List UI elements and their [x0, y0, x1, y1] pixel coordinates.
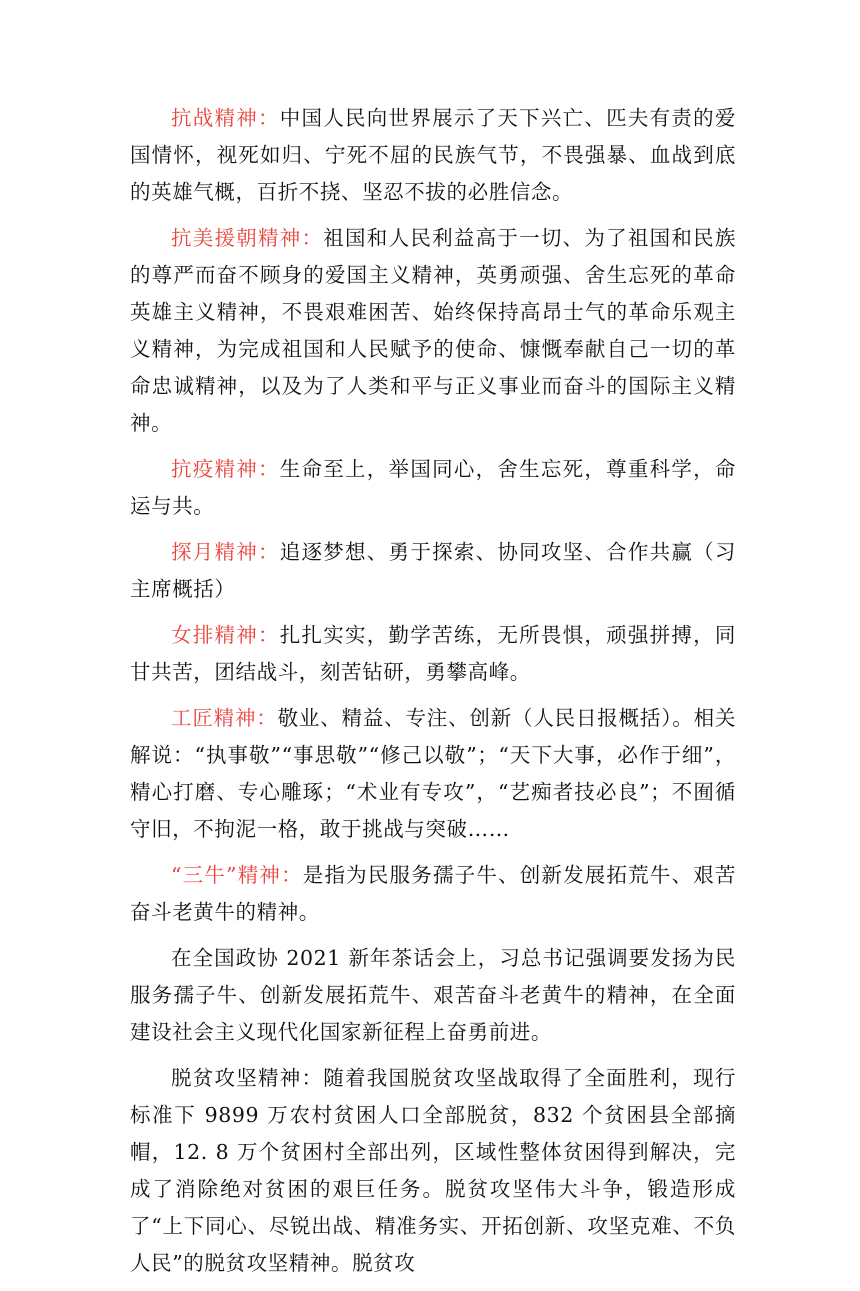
document-body [130, 100, 736, 1291]
paragraph-text: 生命至上，举国同心，舍生忘死，尊重科学，命运与共。 [130, 457, 736, 518]
paragraph-nvpai [130, 617, 736, 691]
paragraph-label: 抗疫精神： [171, 457, 280, 481]
paragraph-kangzhan [130, 100, 736, 211]
paragraph-tanyue [130, 534, 736, 608]
paragraph-kangyi [130, 451, 736, 525]
paragraph-text: 扎扎实实，勤学苦练，无所畏惧，顽强拼搏，同甘共苦，团结战斗，刻苦钻研，勇攀高峰。 [130, 623, 736, 684]
paragraph-label: 工匠精神： [171, 706, 278, 730]
paragraph-text: 追逐梦想、勇于探索、协同攻坚、合作共赢（习主席概括） [130, 540, 736, 601]
paragraph-chahuahui [130, 940, 736, 1051]
paragraph-tuopin [130, 1060, 736, 1282]
paragraph-text: 在全国政协 2021 新年茶话会上，习总书记强调要发扬为民服务孺子牛、创新发展拓荒牛、艰苦奋斗老黄牛的精神，在全面建设社会主义现代化国家新征程上奋勇前进。 [130, 946, 736, 1044]
paragraph-label: 女排精神： [171, 623, 280, 647]
paragraph-kangmeiyuanchao [130, 220, 736, 442]
paragraph-text: 敬业、精益、专注、创新（人民日报概括）。相关解说：“执事敬”“事思敬”“修己以敬”；“天下大事，必作于细”，精心打磨、专心雕琢；“术业有专攻”，“艺痴者技必良”；不囿循守旧，不拘泥一格，敢于挑战与突破…… [130, 706, 737, 841]
paragraph-text: 是指为民服务孺子牛、创新发展拓荒牛、艰苦奋斗老黄牛的精神。 [130, 863, 736, 924]
paragraph-label: 探月精神： [171, 540, 280, 564]
paragraph-text: 中国人民向世界展示了天下兴亡、匹夫有责的爱国情怀，视死如归、宁死不屈的民族气节，不畏强暴、血战到底的英雄气概，百折不挠、坚忍不拔的必胜信念。 [130, 106, 736, 204]
paragraph-sanniu [130, 857, 736, 931]
paragraph-text: 祖国和人民利益高于一切、为了祖国和民族的尊严而奋不顾身的爱国主义精神，英勇顽强、舍生忘死的革命英雄主义精神，不畏艰难困苦、始终保持高昂士气的革命乐观主义精神，为完成祖国和人民赋予的使命、慷慨奉献自己一切的革命忠诚精神，以及为了人类和平与正义事业而奋斗的国际主义精神。 [130, 226, 736, 435]
paragraph-label: 抗战精神： [171, 106, 280, 130]
paragraph-gongjiang [130, 700, 736, 848]
paragraph-label: 抗美援朝精神： [171, 226, 324, 250]
paragraph-text: 脱贫攻坚精神：随着我国脱贫攻坚战取得了全面胜利，现行标准下 9899 万农村贫困人口全部脱贫，832 个贫困县全部摘帽，12. 8 万个贫困村全部出列，区域性整体贫困得到解决，完成了消除绝对贫困的艰巨任务。脱贫攻坚伟大斗争，锻造形成了“上下同心、尽锐出战、精准务实、开拓创新、攻坚克难、不负人民”的脱贫攻坚精神。脱贫攻 [130, 1066, 736, 1275]
paragraph-label: “三牛”精神： [171, 863, 303, 887]
